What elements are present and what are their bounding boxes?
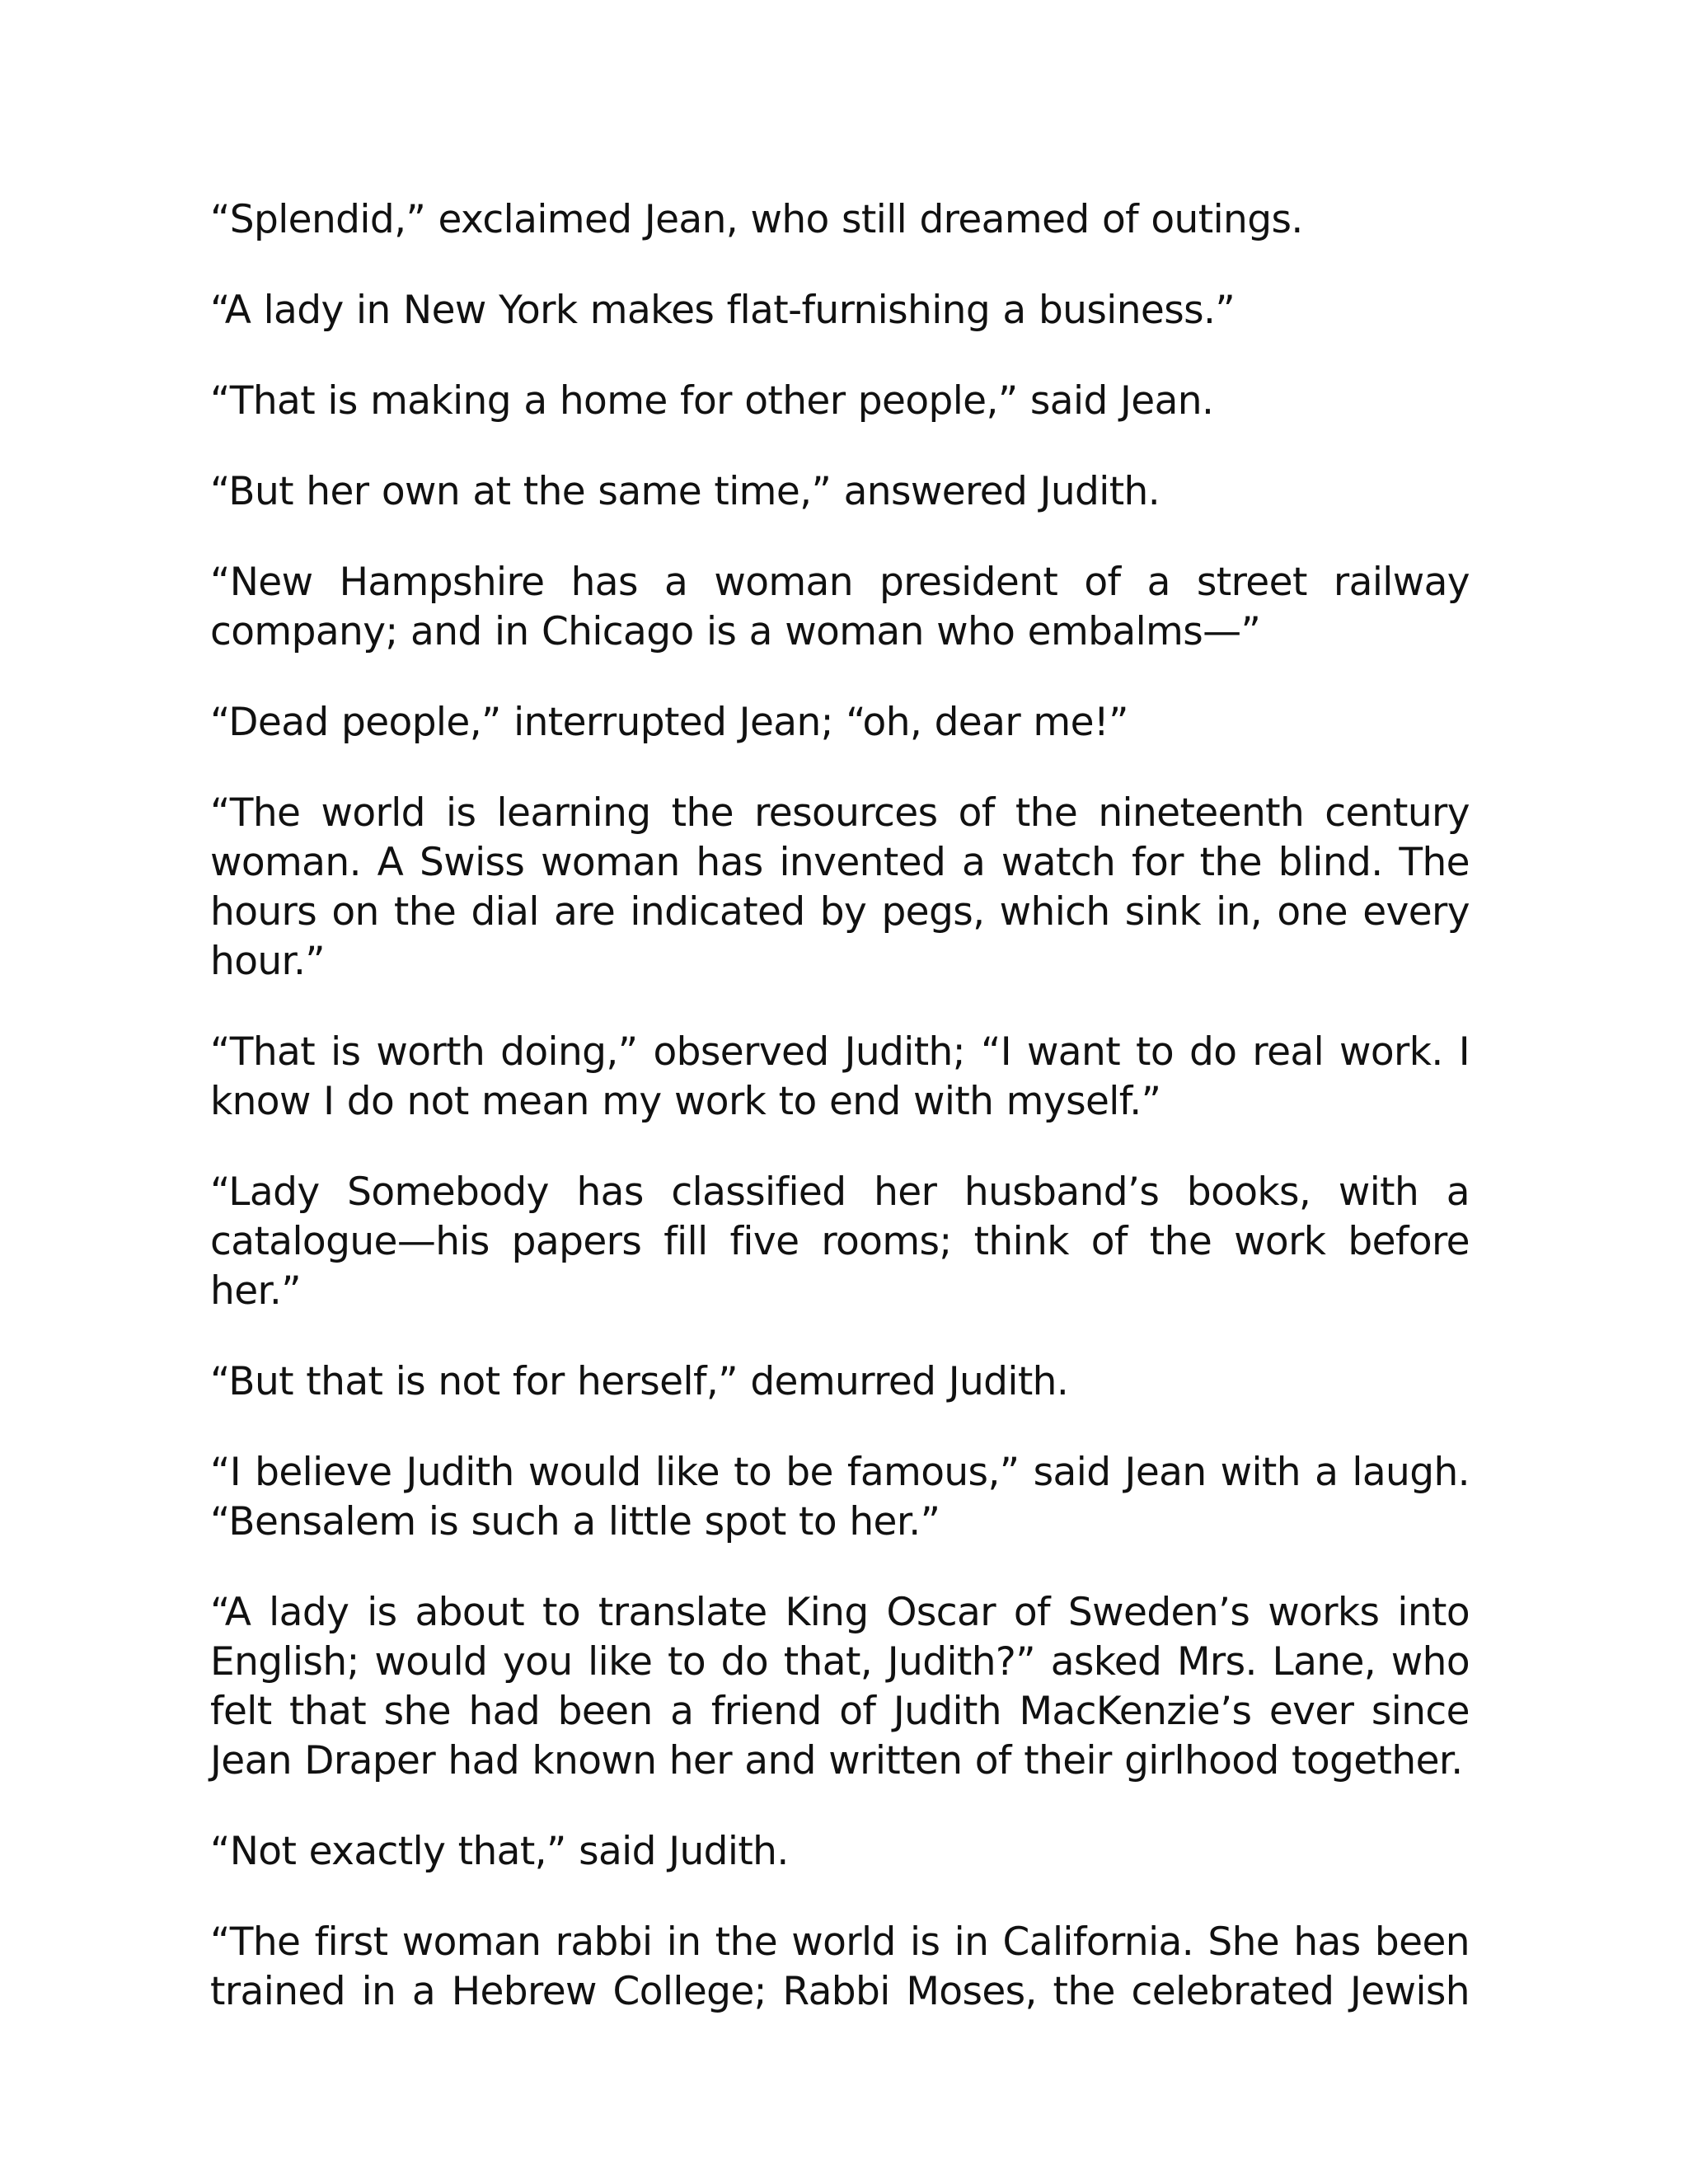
- paragraph-1: “Splendid,” exclaimed Jean, who still dreamed of outings.: [210, 197, 1303, 242]
- document-page: [210, 195, 1470, 2017]
- paragraph-7: “The world is learning the resources of the nineteenth century woman. A Swiss woman has invented a watch for the blind. The hours on the dial are indicated by pegs, which sink in, one every hour.”: [210, 790, 1470, 984]
- paragraph-9: “Lady Somebody has classified her husband’s books, with a catalogue—his papers fill five rooms; think of the work before her.”: [210, 1169, 1470, 1314]
- paragraph-11: “I believe Judith would like to be famous,” said Jean with a laugh. “Bensalem is such a little spot to her.”: [210, 1450, 1470, 1544]
- paragraph-4: “But her own at the same time,” answered Judith.: [210, 469, 1160, 514]
- paragraph-3: “That is making a home for other people,” said Jean.: [210, 378, 1214, 424]
- paragraph-2: “A lady in New York makes flat-furnishing a business.”: [210, 288, 1236, 333]
- paragraph-12: “A lady is about to translate King Oscar of Sweden’s works into English; would you like to do that, Judith?” asked Mrs. Lane, who felt that she had been a friend of Judith MacKenzie’s ever since Jean Draper had known her and written of their girlhood together.: [210, 1590, 1470, 1783]
- paragraph-14: “The first woman rabbi in the world is in California. She has been trained in a Hebrew College; Rabbi Moses, the celebrated Jewish: [210, 1919, 1470, 2014]
- paragraph-6: “Dead people,” interrupted Jean; “oh, dear me!”: [210, 700, 1128, 745]
- paragraph-10: “But that is not for herself,” demurred Judith.: [210, 1359, 1069, 1404]
- paragraph-5: “New Hampshire has a woman president of a street railway company; and in Chicago is a woman who embalms—”: [210, 560, 1470, 654]
- paragraph-8: “That is worth doing,” observed Judith; “I want to do real work. I know I do not mean my work to end with myself.”: [210, 1029, 1470, 1124]
- paragraph-13: “Not exactly that,” said Judith.: [210, 1829, 789, 1874]
